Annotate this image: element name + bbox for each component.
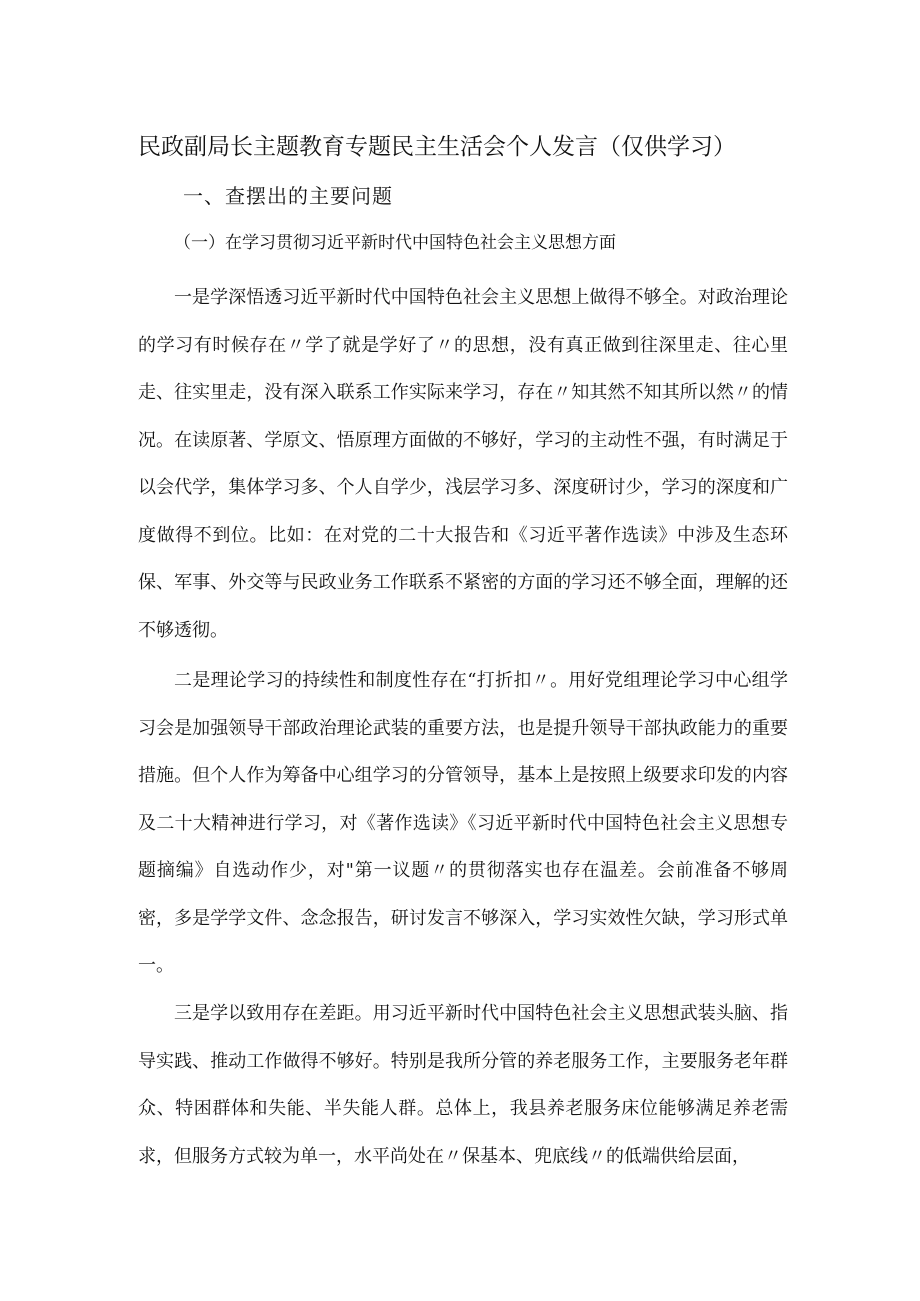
paragraph-2: 二是理论学习的持续性和制度性存在“打折扣〃。用好党组理论学习中心组学习会是加强领导干部政治理论武装的重要方法，也是提升领导干部执政能力的重要措施。但个人作为筹备中心组学习的分管领导，基本上是按照上级要求印发的内容及二十大精神进行学习，对《著作选读》《习近平新时代中国特色社会主义思想专题摘编》自选动作少，对"第一议题〃的贯彻落实也存在温差。会前准备不够周密，多是学学文件、念念报告，研讨发言不够深入，学习实效性欠缺，学习形式单一。	[138, 670, 788, 976]
paragraph-3: 三是学以致用存在差距。用习近平新时代中国特色社会主义思想武装头脑、指导实践、推动工作做得不够好。特别是我所分管的养老服务工作，主要服务老年群众、特困群体和失能、半失能人群。总体上，我县养老服务床位能够满足养老需求，但服务方式较为单一，水平尚处在〃保基本、兜底线〃的低端供给层面，	[138, 1003, 788, 1167]
document-title: 民政副局长主题教育专题民主生活会个人发言（仅供学习）	[138, 134, 736, 160]
section-heading: 一、查摆出的主要问题	[183, 184, 393, 208]
subsection-heading: （一）在学习贯彻习近平新时代中国特色社会主义思想方面	[174, 233, 616, 253]
paragraph-1: 一是学深悟透习近平新时代中国特色社会主义思想上做得不够全。对政治理论的学习有时候存在〃学了就是学好了〃的思想，没有真正做到往深里走、往心里走、往实里走，没有深入联系工作实际来学习，存在〃知其然不知其所以然〃的情况。在读原著、学原文、悟原理方面做的不够好，学习的主动性不强，有时满足于以会代学，集体学习多、个人自学少，浅层学习多、深度研讨少，学习的深度和广度做得不到位。比如：在对党的二十大报告和《习近平著作选读》中涉及生态环保、军事、外交等与民政业务工作联系不紧密的方面的学习还不够全面，理解的还不够透彻。	[138, 287, 788, 641]
